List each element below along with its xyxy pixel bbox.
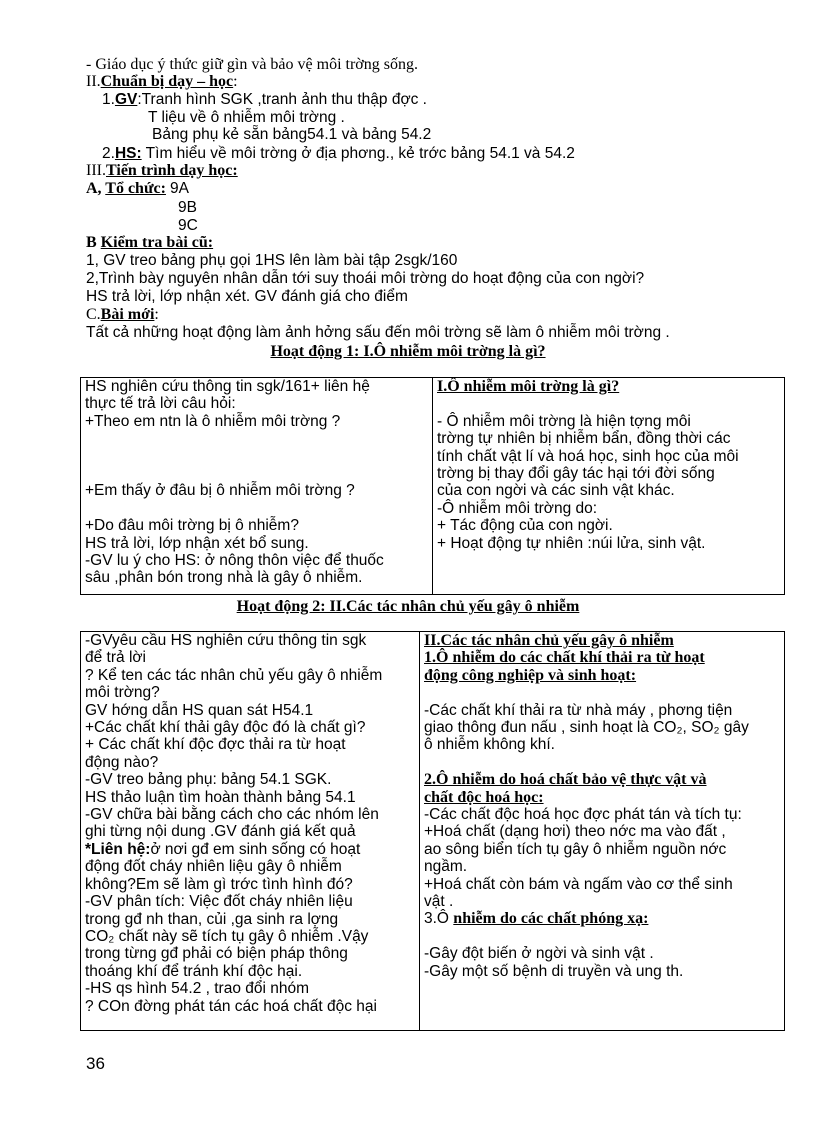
cell-line: không?Em sẽ làm gì trớc tình hình đó? (85, 875, 353, 893)
spacer (85, 448, 428, 465)
cell-line: trong từng gđ phải có biện pháp thông (85, 945, 348, 963)
activity-1-table (80, 377, 785, 595)
activity-1-title: Hoạt động 1: I.Ô nhiễm môi trờng là gì? (270, 343, 546, 360)
activity-2-left-lines (85, 632, 415, 1015)
cell-line: + Tác động của con ngời. (437, 517, 613, 535)
cell-line: *Liên hệ:ở nơi gđ em sinh sống có hoạt (85, 840, 361, 858)
cell-line: + Các chất khí độc đợc thải ra từ hoạt (85, 736, 346, 754)
cell-line: vật . (424, 893, 454, 911)
radiation-number: 3.Ô (424, 910, 454, 928)
class-9b: 9B (178, 199, 197, 216)
pollution-radiation-heading (424, 910, 780, 927)
cell-line: động nào? (85, 753, 159, 771)
cell-line: tính chất vật lí và hoá học, sinh học của môi (437, 447, 739, 465)
cell-line: -GV lu ý cho HS: ở nông thôn việc để thuốc (85, 552, 384, 569)
activity-1-right-lines (437, 413, 780, 552)
b-prefix: B (86, 234, 101, 251)
section-3-title: Tiến trình dạy học: (105, 162, 238, 179)
cell-line: HS trả lời, lớp nhận xét bổ sung. (85, 534, 309, 552)
section-3-heading (86, 162, 238, 179)
old-lesson-heading (86, 234, 213, 251)
cell-line: -HS qs hình 54.2 , trao đổi nhóm (85, 980, 310, 998)
gv-prep-line-2: T liệu về ô nhiễm môi trờng . (148, 109, 345, 126)
spacer (424, 754, 780, 771)
new-lesson-colon: : (154, 306, 159, 323)
cell-line: sâu ,phân bón trong nhà là gây ô nhiễm. (85, 569, 363, 587)
cell-line: -GV chữa bài bằng cách cho các nhóm lên (85, 806, 379, 824)
section-2-title: Chuẩn bị dạy – học (100, 73, 234, 90)
class-9a: 9A (169, 180, 189, 197)
cell-line: -GV treo bảng phụ: bảng 54.1 SGK. (85, 771, 332, 789)
organization-label: Tổ chức: (105, 180, 166, 197)
activity-2-right-title: II.Các tác nhân chủ yếu gây ô nhiễm (424, 632, 674, 649)
cell-line: CO₂ chất này sẽ tích tụ gây ô nhiễm .Vậy (85, 927, 369, 945)
section-2-colon: : (233, 73, 238, 90)
cell-line: -Các chất khí thải ra từ nhà máy , phơng tiện (424, 701, 733, 719)
cell-line: -Ô nhiễm môi trờng do: (437, 499, 598, 517)
pollution-gas-lines (424, 702, 780, 754)
new-lesson-heading (86, 306, 159, 323)
cell-line: giao thông đun nấu , sinh hoạt là CO₂, SO₂ gây (424, 719, 749, 737)
cell-line: -Các chất độc hoá học đợc phát tán và tích tụ: (424, 806, 742, 824)
cell-line: ngầm. (424, 858, 468, 876)
cell-line: của con ngời và các sinh vật khác. (437, 482, 675, 500)
cell-line: +Em thấy ở đâu bị ô nhiễm môi trờng ? (85, 482, 355, 500)
cell-line: HS thảo luận tìm hoàn thành bảng 54.1 (85, 788, 356, 806)
contact-label: *Liên hệ: (85, 840, 151, 858)
pollution-chemical-heading: 2.Ô nhiễm do hoá chất bảo vệ thực vật và (424, 771, 707, 789)
cell-line: GV hớng dẫn HS quan sát H54.1 (85, 701, 314, 719)
cell-line: để trả lời (85, 649, 146, 667)
cell-line: +Các chất khí thải gây độc đó là chất gì? (85, 719, 366, 737)
pollution-radiation-lines (424, 945, 780, 980)
cell-line: môi trờng? (85, 684, 160, 702)
spacer (424, 684, 780, 701)
gv-text: :Tranh hình SGK ,tranh ảnh thu thập đợc . (137, 91, 427, 108)
old-lesson-line-2: 2,Trình bày nguyên nhân dẫn tới suy thoái môi trờng do hoạt động của con ngời? (86, 270, 645, 287)
old-lesson-label: Kiểm tra bài cũ: (100, 234, 214, 251)
radiation-title: nhiễm do các chất phóng xạ: (453, 910, 649, 928)
gv-prep-line-3: Bảng phụ kẻ sẵn bảng54.1 và bảng 54.2 (152, 126, 432, 143)
activity-1-row (81, 378, 785, 595)
pollution-chemical-heading-2: chất độc hoá học: (424, 788, 544, 806)
cell-line: ? COn đờng phát tán các hoá chất độc hại (85, 997, 377, 1015)
cell-line: ghi từng nội dung .GV đánh giá kết quả (85, 823, 356, 841)
a-prefix: A, (86, 180, 106, 197)
cell-line: -Gây một số bệnh di truyền và ung th. (424, 962, 684, 980)
cell-line: -Gây đột biến ở ngời và sinh vật . (424, 945, 654, 963)
hs-prefix: 2. (102, 145, 115, 162)
section-3-number: III. (86, 162, 106, 179)
gv-label: GV (114, 91, 138, 108)
spacer (424, 928, 780, 945)
new-lesson-intro: Tất cả những hoạt động làm ảnh hởng sấu đến môi trờng sẽ làm ô nhiễm môi trờng . (86, 324, 670, 341)
spacer (85, 500, 428, 517)
edu-goal-line: - Giáo dục ý thức giữ gìn và bảo vệ môi trờng sống. (86, 56, 418, 73)
hs-label: HS: (114, 145, 142, 162)
cell-line: ao sông biển tích tụ gây ô nhiễm nguồn nớc (424, 840, 727, 858)
old-lesson-line-3: HS trả lời, lớp nhận xét. GV đánh giá cho điểm (86, 288, 408, 305)
pollution-chemical-lines (424, 806, 780, 910)
spacer (437, 395, 780, 412)
spacer (85, 465, 428, 482)
pollution-gas-heading-2: động công nghiệp và sinh hoạt: (424, 666, 637, 684)
pollution-gas-heading: 1.Ô nhiễm do các chất khí thải ra từ hoạt (424, 649, 705, 667)
cell-line: ô nhiễm không khí. (424, 736, 555, 754)
activity-2-right-cell (420, 632, 785, 1031)
organization-line (86, 180, 189, 197)
activity-2-title: Hoạt động 2: II.Các tác nhân chủ yếu gây ô nhiễm (236, 598, 580, 615)
cell-line: +Do đâu môi trờng bị ô nhiễm? (85, 517, 299, 535)
cell-line: động đốt cháy nhiên liệu gây ô nhiễm (85, 858, 342, 876)
section-2-number: II. (86, 73, 101, 90)
cell-line: - Ô nhiễm môi trờng là hiện tợng môi (437, 412, 691, 430)
cell-line: +Theo em ntn là ô nhiễm môi trờng ? (85, 412, 341, 430)
cell-line: thoáng khí để tránh khí độc hại. (85, 962, 303, 980)
cell-line: + Hoạt động tự nhiên :núi lửa, sinh vật. (437, 534, 706, 552)
hs-prep-line (102, 145, 575, 162)
spacer (85, 430, 428, 447)
cell-line: trờng tự nhiên bị nhiễm bẩn, đồng thời các (437, 430, 731, 448)
cell-line: trờng bị thay đổi gây tác hại tới đời sống (437, 465, 715, 483)
section-2-heading (86, 73, 238, 90)
new-lesson-label: Bài mới (100, 306, 155, 323)
activity-1-left-cell (81, 378, 433, 595)
cell-line: -GV phân tích: Việc đốt cháy nhiên liệu (85, 893, 353, 911)
activity-2-left-cell (81, 632, 420, 1031)
cell-line: thực tế trả lời câu hỏi: (85, 395, 236, 413)
c-prefix: C. (86, 306, 101, 323)
gv-prep-line (102, 91, 427, 108)
class-9c: 9C (178, 217, 198, 234)
cell-line: HS nghiên cứu thông tin sgk/161+ liên hệ (85, 378, 370, 395)
activity-2-row (81, 632, 785, 1031)
activity-1-left-lines (85, 378, 428, 587)
cell-line: -GVyêu cầu HS nghiên cứu thông tin sgk (85, 632, 367, 649)
cell-line: +Hoá chất còn bám và ngấm vào cơ thể sinh (424, 875, 733, 893)
cell-line: ? Kể ten các tác nhân chủ yếu gây ô nhiễm (85, 666, 383, 684)
hs-text: Tìm hiểu về môi trờng ở địa phơng., kẻ trớc bảng 54.1 và 54.2 (141, 145, 575, 162)
old-lesson-line-1: 1, GV treo bảng phụ gọi 1HS lên làm bài tập 2sgk/160 (86, 252, 458, 269)
activity-1-right-title: I.Ô nhiễm môi trờng là gì? (437, 378, 620, 395)
activity-2-table (80, 631, 785, 1031)
page-number: 36 (86, 1054, 105, 1073)
cell-line: trong gđ nh than, củi ,ga sinh ra lợng (85, 910, 339, 928)
cell-line: +Hoá chất (dạng hơi) theo nớc ma vào đất , (424, 823, 726, 841)
gv-prefix: 1. (102, 91, 115, 108)
activity-1-right-cell (433, 378, 785, 595)
